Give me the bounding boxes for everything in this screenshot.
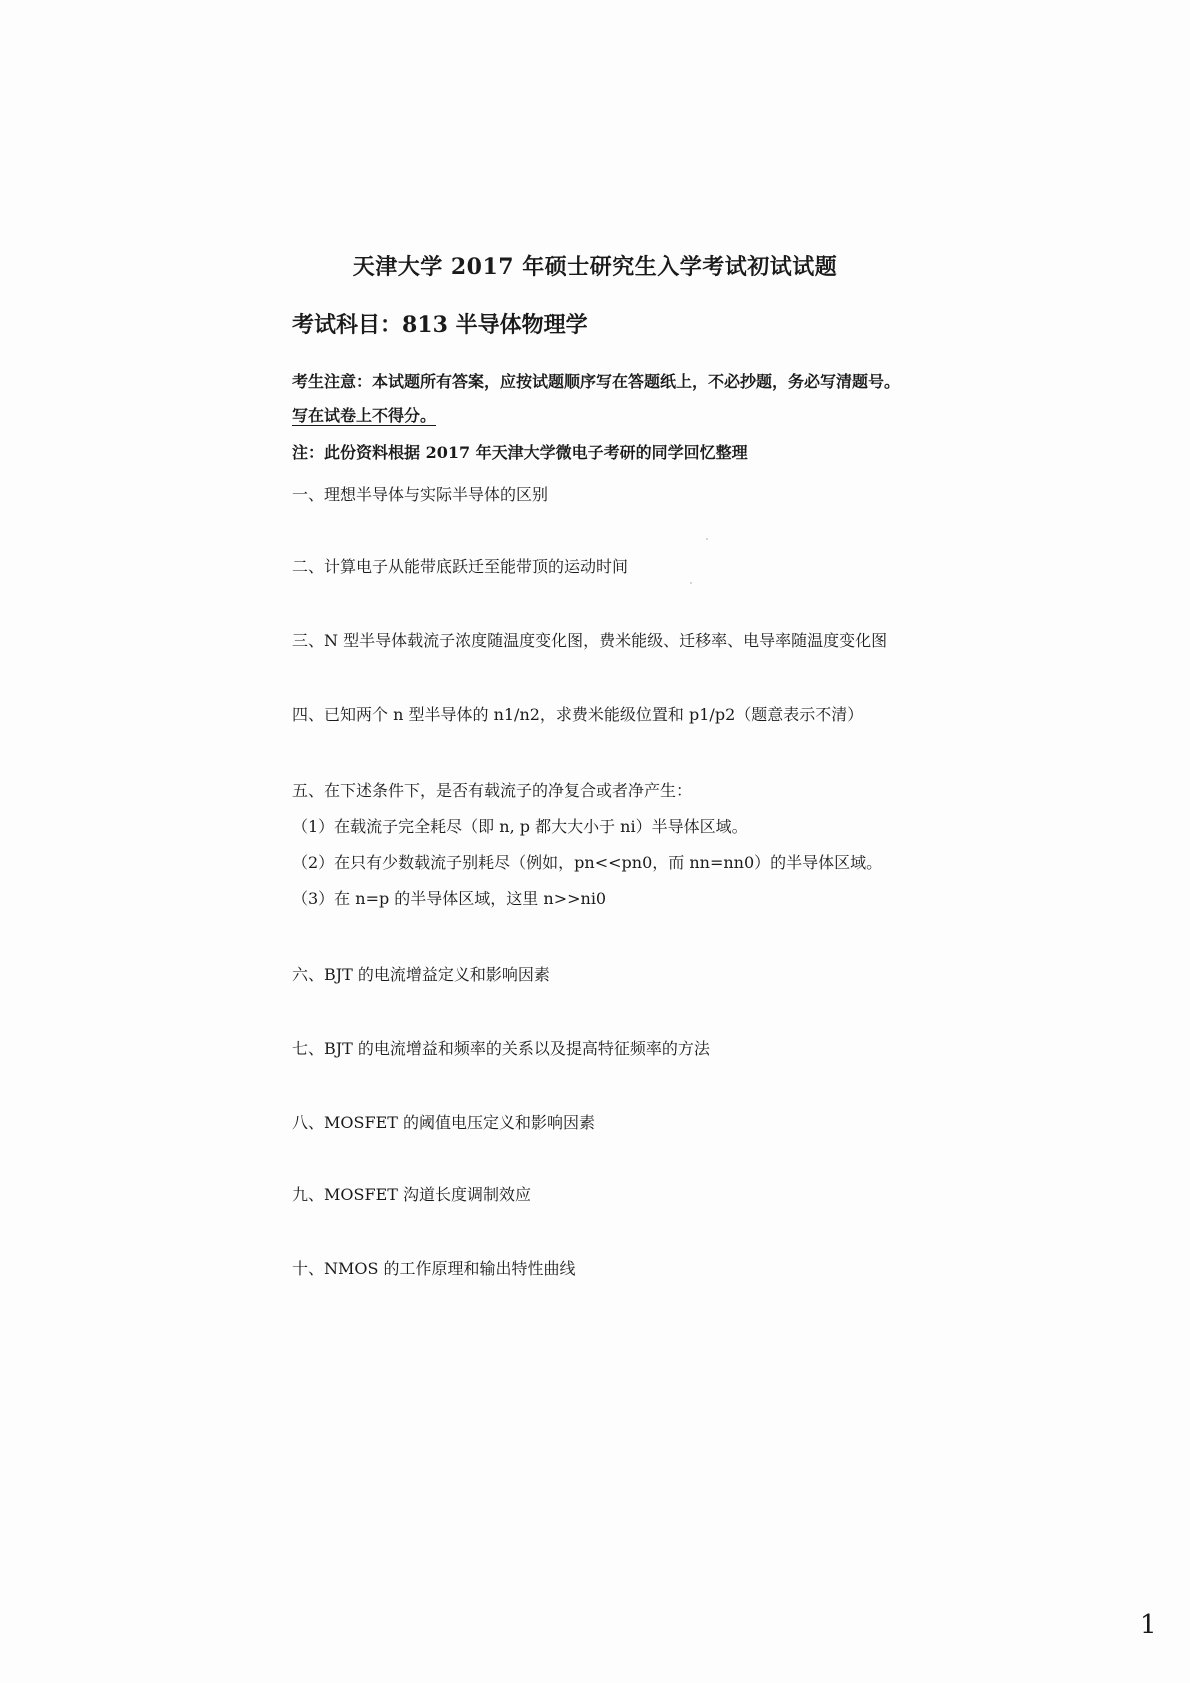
- question-5-part-2: （2）在只有少数载流子别耗尽（例如，pn<<pn0，而 nn=nn0）的半导体区域。: [292, 853, 883, 872]
- question-9: 九、MOSFET 沟道长度调制效应: [292, 1185, 532, 1204]
- scan-speck: [690, 582, 692, 584]
- question-4: 四、已知两个 n 型半导体的 n1/n2，求费米能级位置和 p1/p2（题意表示不清）: [292, 705, 864, 724]
- question-5-part-3: （3）在 n=p 的半导体区域，这里 n>>ni0: [292, 889, 607, 908]
- question-2: 二、计算电子从能带底跃迁至能带顶的运动时间: [292, 557, 629, 576]
- question-8: 八、MOSFET 的阈值电压定义和影响因素: [292, 1113, 596, 1132]
- question-1: 一、理想半导体与实际半导体的区别: [292, 485, 549, 504]
- question-3: 三、N 型半导体载流子浓度随温度变化图，费米能级、迁移率、电导率随温度变化图: [292, 631, 888, 650]
- question-7: 七、BJT 的电流增益和频率的关系以及提高特征频率的方法: [292, 1039, 710, 1058]
- notice-line-1: 考生注意：本试题所有答案，应按试题顺序写在答题纸上，不必抄题，务必写清题号。: [292, 372, 901, 391]
- question-5: 五、在下述条件下，是否有载流子的净复合或者净产生：: [292, 781, 693, 800]
- question-10: 十、NMOS 的工作原理和输出特性曲线: [292, 1259, 576, 1278]
- notice-line-2: 写在试卷上不得分。: [292, 406, 437, 425]
- question-5-part-1: （1）在载流子完全耗尽（即 n, p 都大大小于 ni）半导体区域。: [292, 817, 748, 836]
- scan-speck: [706, 538, 708, 540]
- page-number: 1: [1140, 1610, 1157, 1640]
- question-6: 六、BJT 的电流增益定义和影响因素: [292, 965, 550, 984]
- source-note: 注：此份资料根据 2017 年天津大学微电子考研的同学回忆整理: [292, 443, 748, 462]
- exam-subject: 考试科目：813 半导体物理学: [292, 312, 588, 338]
- candidate-notice: [292, 365, 952, 433]
- exam-title: 天津大学 2017 年硕士研究生入学考试初试试题: [352, 254, 838, 280]
